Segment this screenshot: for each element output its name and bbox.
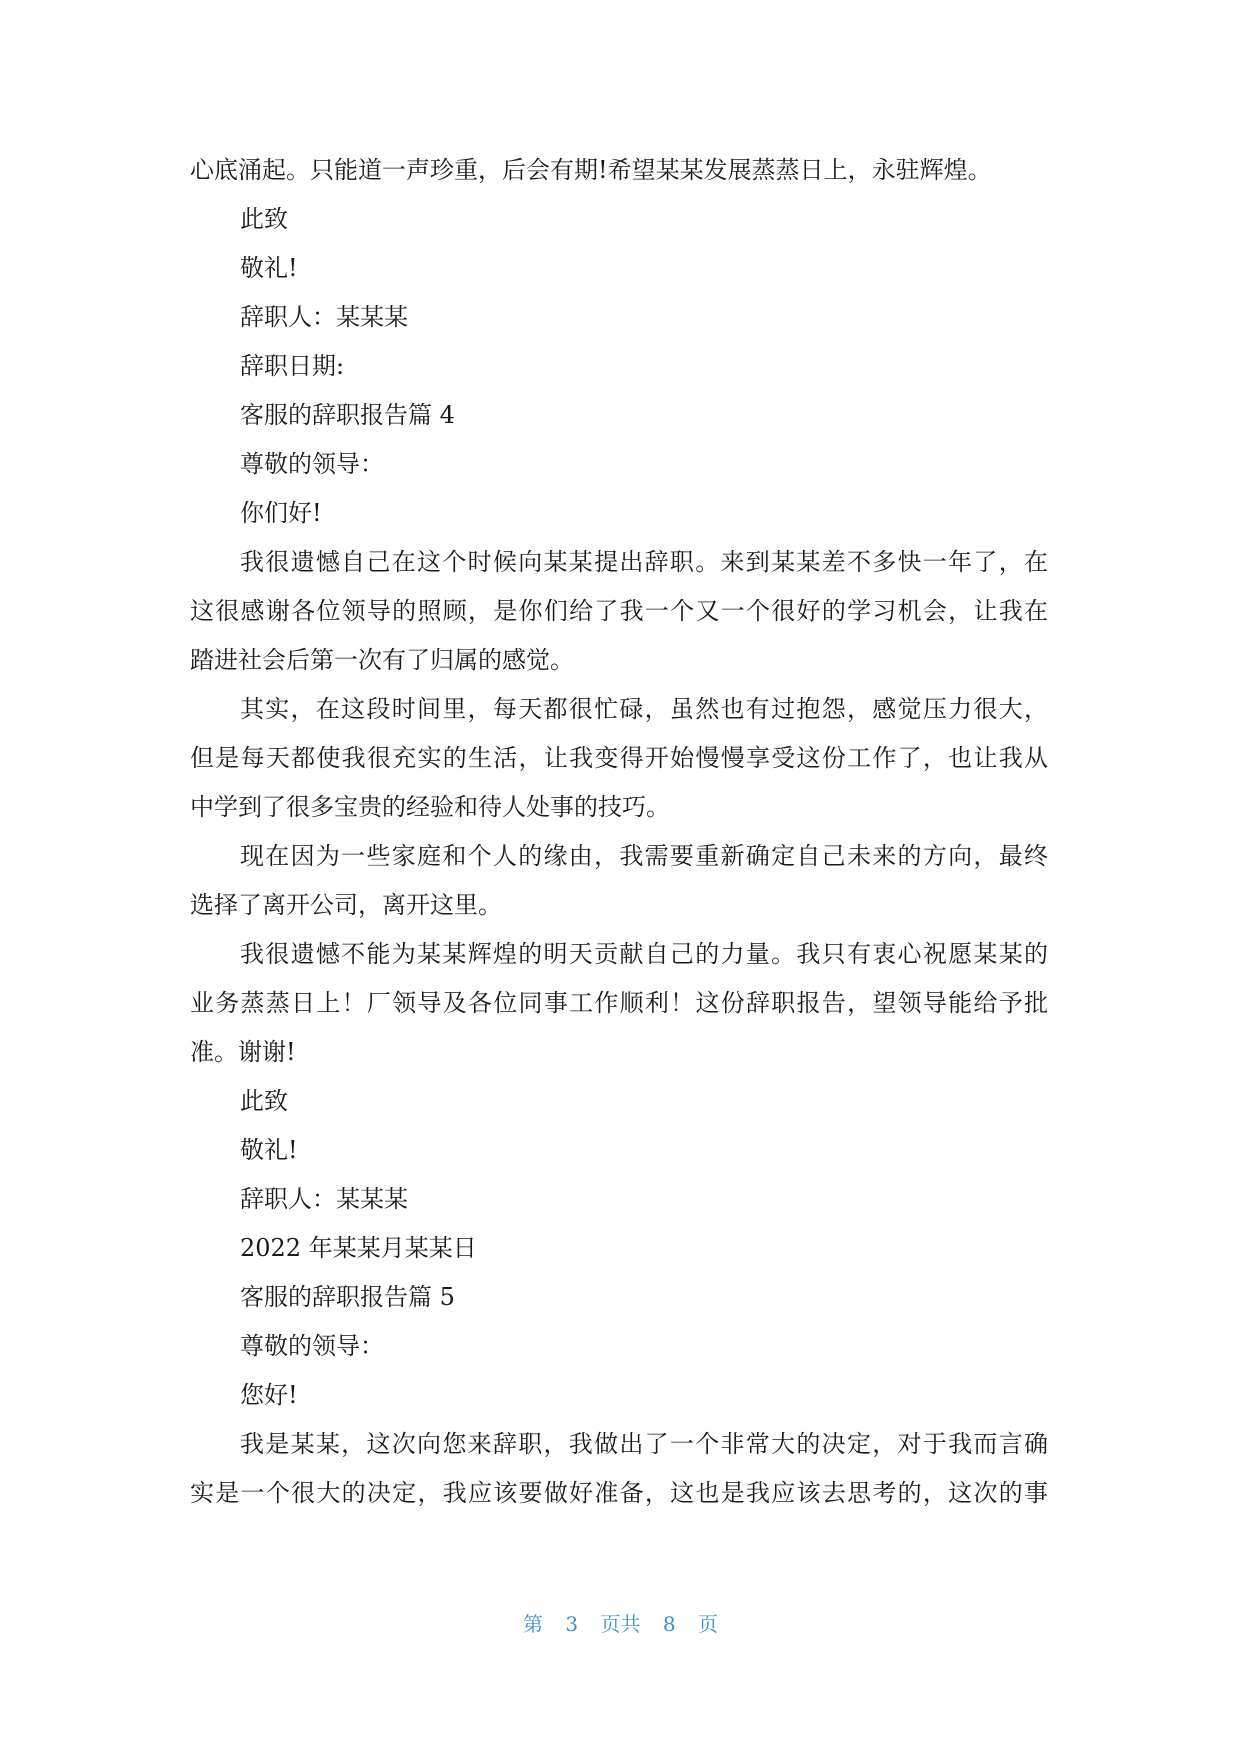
document-body (190, 146, 1048, 1518)
text-line: 但是每天都使我很充实的生活，让我变得开始慢慢享受这份工作了，也让我从 (190, 744, 1048, 772)
text-line: 心底涌起。只能道一声珍重，后会有期!希望某某发展蒸蒸日上，永驻辉煌。 (190, 156, 992, 184)
footer-label-middle: 页共 (600, 1612, 641, 1636)
text-line: 此致 (240, 1087, 288, 1115)
text-line: 辞职人：某某某 (240, 303, 408, 331)
text-line: 敬礼! (240, 254, 298, 282)
footer-label-last: 页 (697, 1612, 718, 1636)
text-line: 我很遗憾不能为某某辉煌的明天贡献自己的力量。我只有衷心祝愿某某的 (240, 940, 1048, 968)
text-line: 您好! (240, 1381, 298, 1409)
total-pages-number: 8 (662, 1612, 676, 1636)
current-page-number: 3 (565, 1612, 579, 1636)
text-line: 你们好! (240, 499, 322, 527)
text-line: 踏进社会后第一次有了归属的感觉。 (190, 646, 574, 674)
text-line: 准。谢谢! (190, 1038, 296, 1066)
text-line: 中学到了很多宝贵的经验和待人处事的技巧。 (190, 793, 670, 821)
text-line: 业务蒸蒸日上！厂领导及各位同事工作顺利！这份辞职报告，望领导能给予批 (190, 989, 1048, 1017)
text-line: 辞职人：某某某 (240, 1185, 408, 1213)
text-line: 尊敬的领导： (240, 1332, 384, 1360)
page-footer (0, 1608, 1241, 1637)
text-line: 尊敬的领导： (240, 450, 384, 478)
text-line: 其实，在这段时间里，每天都很忙碌，虽然也有过抱怨，感觉压力很大， (240, 695, 1048, 723)
text-line: 此致 (240, 205, 288, 233)
text-line: 选择了离开公司，离开这里。 (190, 891, 502, 919)
footer-label-first: 第 (523, 1612, 544, 1636)
text-line: 我很遗憾自己在这个时候向某某提出辞职。来到某某差不多快一年了，在 (240, 548, 1048, 576)
text-line: 客服的辞职报告篇 5 (240, 1283, 455, 1311)
text-line: 这很感谢各位领导的照顾，是你们给了我一个又一个很好的学习机会，让我在 (190, 597, 1048, 625)
text-line: 敬礼! (240, 1136, 298, 1164)
text-line: 现在因为一些家庭和个人的缘由，我需要重新确定自己未来的方向，最终 (240, 842, 1048, 870)
text-line: 实是一个很大的决定，我应该要做好准备，这也是我应该去思考的，这次的事 (190, 1479, 1048, 1507)
text-line: 我是某某，这次向您来辞职，我做出了一个非常大的决定，对于我而言确 (240, 1430, 1048, 1458)
text-line: 客服的辞职报告篇 4 (240, 401, 455, 429)
text-line: 2022 年某某月某某日 (240, 1234, 477, 1262)
text-line: 辞职日期: (240, 352, 345, 380)
